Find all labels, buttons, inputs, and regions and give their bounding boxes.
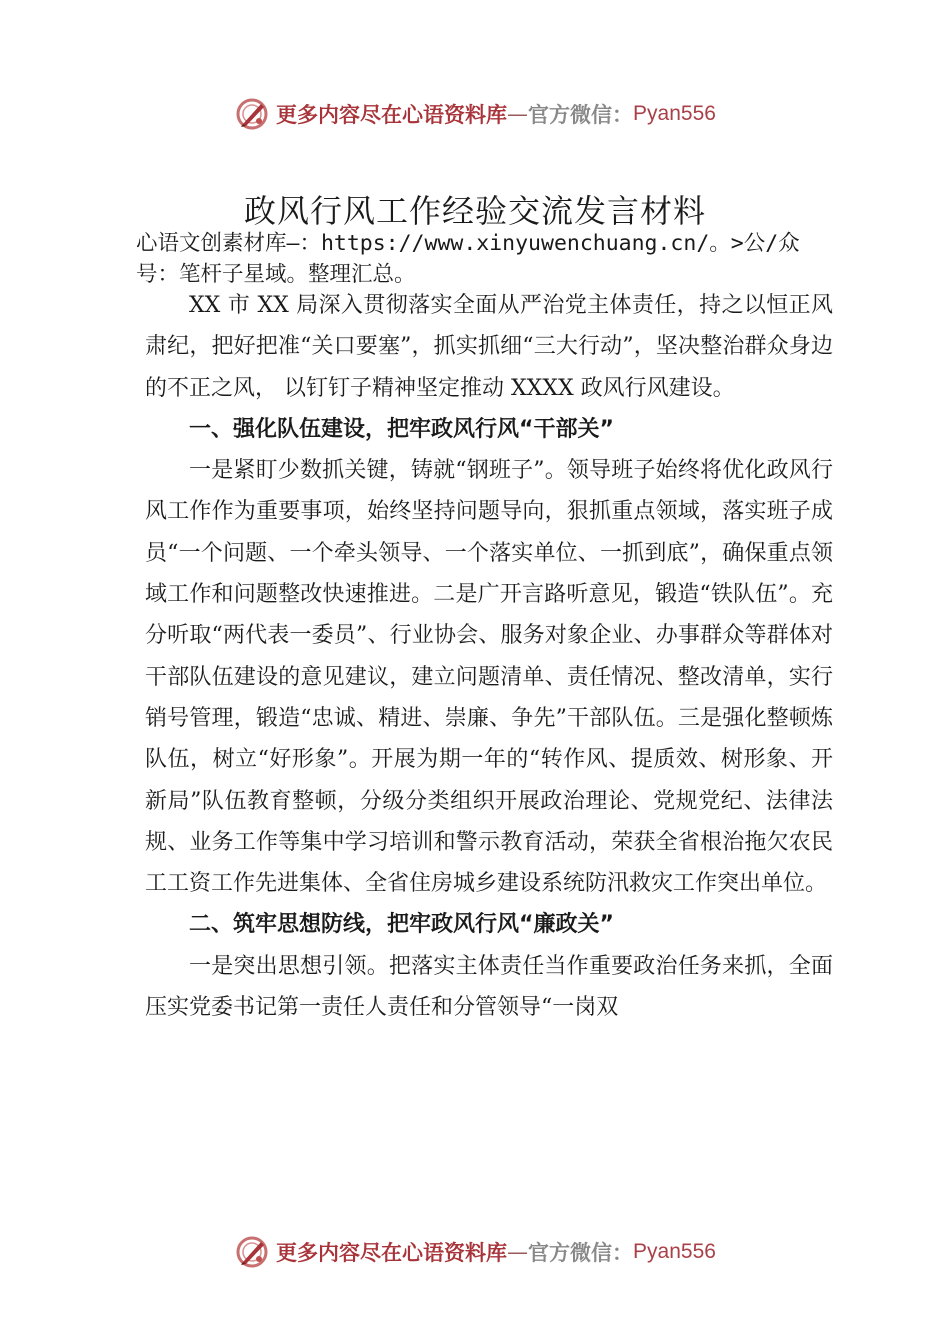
intro-paragraph: XX 市 XX 局深入贯彻落实全面从严治党主体责任，持之以恒正风肃纪，把好把准“关口要塞”，抓实抓细“三大行动”，坚决整治群众身边的不正之风， 以钉钉子精神坚定推动 XXXX 政风行风建设。 [145, 293, 833, 401]
footer-watermark-banner [0, 1232, 950, 1272]
ink-pen-logo-icon [234, 96, 270, 132]
source-line: 心语文创素材库—：https://www.xinyuwenchuang.cn/。>公/众号：笔杆子星域。整理汇总。 [136, 231, 800, 287]
section-2-heading: 二、筑牢思想防线，把牢政风行风“廉政关” [189, 912, 614, 938]
banner-wechat-label: 官方微信： [528, 103, 634, 127]
ink-pen-logo-icon [234, 1234, 270, 1270]
banner-wechat-label: 官方微信： [528, 1241, 634, 1265]
section-1-heading: 一、强化队伍建设，把牢政风行风“干部关” [189, 416, 614, 442]
document-title: 政风行风工作经验交流发言材料 [243, 192, 706, 230]
banner-dash: — [507, 1240, 529, 1264]
section-2-paragraph: 一是突出思想引领。把落实主体责任当作重要政治任务来抓，全面压实党委书记第一责任人责任和分管领导“一岗双 [145, 953, 833, 1021]
banner-library-text: 更多内容尽在心语资料库 [276, 103, 508, 127]
banner-wechat-id: Pyan556 [633, 1240, 716, 1263]
banner-wechat-id: Pyan556 [633, 102, 716, 125]
document-body [145, 285, 833, 1028]
section-1-paragraph: 一是紧盯少数抓关键，铸就“钢班子”。领导班子始终将优化政风行风工作作为重要事项，始终坚持问题导向，狠抓重点领域，落实班子成员“一个问题、一个牵头领导、一个落实单位、一抓到底”，确保重点领域工作和问题整改快速推进。二是广开言路听意见，锻造“铁队伍”。充分听取“两代表一委员”、行业协会、服务对象企业、办事群众等群体对干部队伍建设的意见建议，建立问题清单、责任情况、整改清单，实行销号管理，锻造“忠诚、精进、崇廉、争先”干部队伍。三是强化整顿炼队伍，树立“好形象”。开展为期一年的“转作风、提质效、树形象、开新局”队伍教育整顿，分级分类组织开展政治理论、党规党纪、法律法规、业务工作等集中学习培训和警示教育活动，荣获全省根治拖欠农民工工资工作先进集体、全省住房城乡建设系统防汛救灾工作突出单位。 [145, 458, 833, 897]
banner-library-text: 更多内容尽在心语资料库 [276, 1241, 508, 1265]
banner-dash: — [507, 102, 529, 126]
header-watermark-banner [0, 94, 950, 134]
